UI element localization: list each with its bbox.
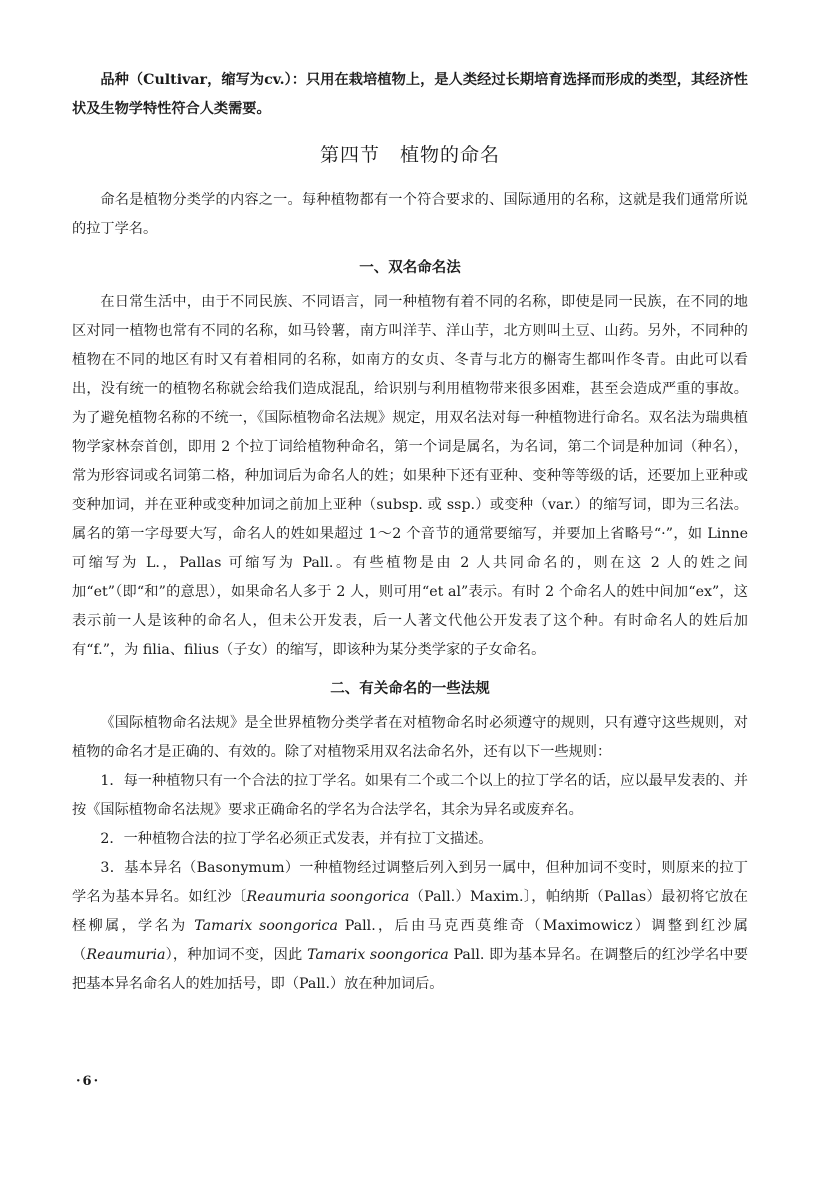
- page-number: ·6·: [76, 1074, 101, 1089]
- rule-3-text-d: ），种加词不变，因此: [165, 947, 308, 963]
- rule-2-paragraph: 2．一种植物合法的拉丁学名必须正式发表，并有拉丁文描述。: [100, 831, 493, 847]
- rule-3-text-c: Pall.，后由马克西莫维奇（Maximowicz）调整到红沙属（: [72, 918, 748, 963]
- rule-3-text-e: Pall. 即为基本异名。在调整后的红沙学名中要把基本异名命名人的姓加括号，即（Pall.）放在种加词后。: [72, 947, 748, 992]
- rule-1-paragraph: 1．每一种植物只有一个合法的拉丁学名。如果有二个或二个以上的拉丁学名的话，应以最早发表的、并按《国际植物命名法规》要求正确命名的学名为合法学名，其余为异名或废弃名。: [72, 773, 748, 818]
- binomial-nomenclature-paragraph: 在日常生活中，由于不同民族、不同语言，同一种植物有着不同的名称，即使是同一民族，在不同的地区对同一植物也常有不同的名称，如马铃薯，南方叫洋芋、洋山芋，北方则叫土豆、山药。另外，不同种的植物在不同的地区有时又有着相同的名称，如南方的女贞、冬青与北方的槲寄生都叫作冬青。由此可以看出，没有统一的植物名称就会给我们造成混乱，给识别与利用植物带来很多困难，甚至会造成严重的事故。为了避免植物名称的不统一，《国际植物命名法规》规定，用双名法对每一种植物进行命名。双名法为瑞典植物学家林奈首创，即用 2 个拉丁词给植物种命名，第一个词是属名，为名词，第二个词是种加词（种名），常为形容词或名词第二格，种加词后为命名人的姓；如果种下还有亚种、变种等等级的话，还要加上亚种或变种加词，并在亚种或变种加词之前加上亚种（subsp. 或 ssp.）或变种（var.）的缩写词，即为三名法。属名的第一字母要大写，命名人的姓如果超过 1～2 个音节的通常要缩写，并要加上省略号“·”，如 Linne 可缩写为 L.，Pallas 可缩写为 Pall.。有些植物是由 2 人共同命名的，则在这 2 人的姓之间加“et”（即“和”的意思），如果命名人多于 2 人，则可用“et al”表示。有时 2 个命名人的姓中间加“ex”，这表示前一人是该种的命名人，但未公开发表，后一人著文代他公开发表了这个种。有时命名人的姓后加有“f.”，为 filia、filius（子女）的缩写，即该种为某分类学家的子女命名。: [72, 294, 748, 658]
- subsection-title-binomial: 一、双名命名法: [359, 259, 461, 276]
- rule-3-paragraph: [72, 854, 748, 999]
- section-title: 第四节 植物的命名: [319, 144, 500, 166]
- document-page: [72, 66, 748, 999]
- genus-name-reaumuria: Reaumuria: [86, 947, 166, 963]
- cultivar-paragraph: 品种（Cultivar，缩写为cv.）：只用在栽培植物上，是人类经过长期培育选择而形成的类型，其经济性状及生物学特性符合人类需要。: [72, 72, 748, 117]
- rule-3-text-b: （Pall.）Maxim.〕，帕纳斯（Pallas）最初将它放在柽柳属，学名为: [72, 889, 748, 934]
- subsection-title-rules: 二、有关命名的一些法规: [330, 680, 490, 697]
- scientific-name-reaumuria-soongorica: Reaumuria soongorica: [246, 889, 410, 905]
- rule-3-text-a: 3．基本异名（Basonymum）一种植物经过调整后列入到另一属中，但种加词不变时，则原来的拉丁学名为基本异名。如红沙〔: [72, 860, 748, 905]
- scientific-name-tamarix-soongorica: Tamarix soongorica: [194, 918, 338, 934]
- scientific-name-tamarix-soongorica-2: Tamarix soongorica: [307, 947, 449, 963]
- section-intro-paragraph: 命名是植物分类学的内容之一。每种植物都有一个符合要求的、国际通用的名称，这就是我们通常所说的拉丁学名。: [72, 192, 748, 237]
- rules-intro-paragraph: 《国际植物命名法规》是全世界植物分类学者在对植物命名时必须遵守的规则，只有遵守这些规则，对植物的命名才是正确的、有效的。除了对植物采用双名法命名外，还有以下一些规则：: [72, 715, 748, 760]
